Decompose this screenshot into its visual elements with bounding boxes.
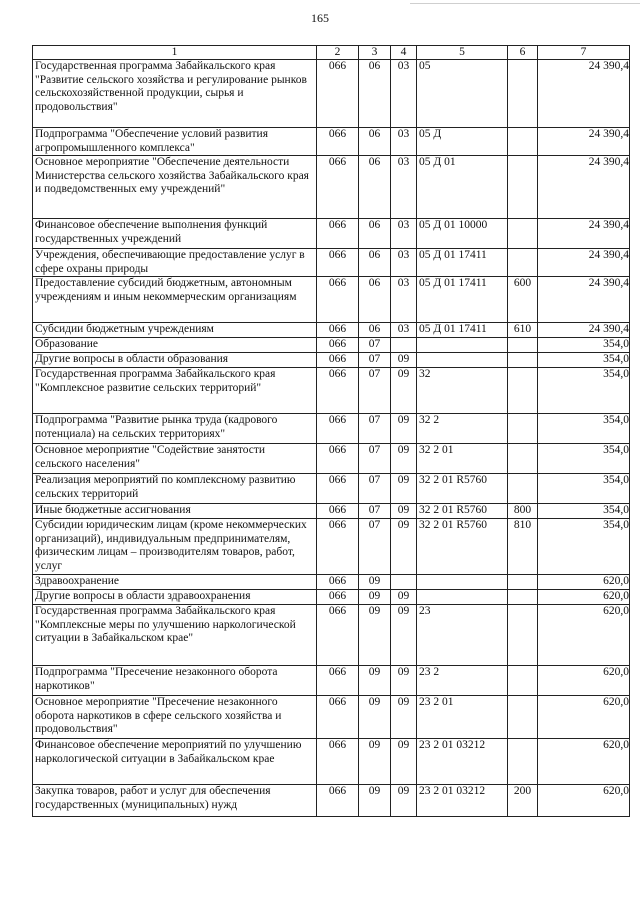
header-row bbox=[33, 46, 630, 60]
target-item-cell bbox=[417, 574, 508, 589]
table-row bbox=[33, 60, 630, 128]
section-cell: 07 bbox=[359, 473, 391, 503]
target-item-cell: 32 2 01 R5760 bbox=[417, 518, 508, 574]
row-name: Здравоохранение bbox=[33, 574, 317, 589]
table-row bbox=[33, 413, 630, 443]
code-cell: 066 bbox=[317, 338, 359, 353]
section-cell: 09 bbox=[359, 665, 391, 695]
section-cell: 07 bbox=[359, 443, 391, 473]
target-item-cell: 23 bbox=[417, 604, 508, 665]
subsection-cell: 09 bbox=[391, 352, 417, 367]
target-item-cell: 23 2 01 bbox=[417, 695, 508, 738]
target-item-cell: 05 Д 01 17411 bbox=[417, 323, 508, 338]
subsection-cell: 03 bbox=[391, 60, 417, 128]
header-cell: 6 bbox=[508, 46, 538, 60]
code-cell: 066 bbox=[317, 249, 359, 277]
subsection-cell: 09 bbox=[391, 473, 417, 503]
section-cell: 07 bbox=[359, 503, 391, 518]
code-cell: 066 bbox=[317, 695, 359, 738]
section-cell: 09 bbox=[359, 695, 391, 738]
row-name: Субсидии бюджетным учреждениям bbox=[33, 323, 317, 338]
subsection-cell: 09 bbox=[391, 738, 417, 784]
expense-type-cell bbox=[508, 574, 538, 589]
table-row bbox=[33, 604, 630, 665]
section-cell: 06 bbox=[359, 128, 391, 156]
table-row bbox=[33, 443, 630, 473]
row-name: Государственная программа Забайкальского края "Комплексные меры по улучшению наркологической ситуации в Забайкальском крае" bbox=[33, 604, 317, 665]
code-cell: 066 bbox=[317, 367, 359, 413]
section-cell: 07 bbox=[359, 352, 391, 367]
table-row bbox=[33, 156, 630, 219]
expense-type-cell bbox=[508, 473, 538, 503]
subsection-cell: 09 bbox=[391, 413, 417, 443]
table-row bbox=[33, 323, 630, 338]
table-row bbox=[33, 665, 630, 695]
header-cell: 1 bbox=[33, 46, 317, 60]
row-name: Субсидии юридическим лицам (кроме некоммерческих организаций), индивидуальным предпринимателям, физическим лицам – производителям товаров, работ, услуг bbox=[33, 518, 317, 574]
table-row bbox=[33, 518, 630, 574]
code-cell: 066 bbox=[317, 473, 359, 503]
expense-type-cell bbox=[508, 413, 538, 443]
expense-type-cell: 800 bbox=[508, 503, 538, 518]
target-item-cell: 23 2 01 03212 bbox=[417, 784, 508, 816]
target-item-cell bbox=[417, 338, 508, 353]
section-cell: 07 bbox=[359, 367, 391, 413]
code-cell: 066 bbox=[317, 665, 359, 695]
header-cell: 3 bbox=[359, 46, 391, 60]
target-item-cell: 05 Д 01 17411 bbox=[417, 249, 508, 277]
section-cell: 07 bbox=[359, 518, 391, 574]
code-cell: 066 bbox=[317, 413, 359, 443]
subsection-cell bbox=[391, 338, 417, 353]
code-cell: 066 bbox=[317, 352, 359, 367]
row-name: Другие вопросы в области образования bbox=[33, 352, 317, 367]
amount-cell: 620,0 bbox=[538, 589, 630, 604]
expense-type-cell: 810 bbox=[508, 518, 538, 574]
target-item-cell: 23 2 01 03212 bbox=[417, 738, 508, 784]
amount-cell: 354,0 bbox=[538, 338, 630, 353]
expense-type-cell: 600 bbox=[508, 277, 538, 323]
target-item-cell: 05 Д bbox=[417, 128, 508, 156]
subsection-cell: 03 bbox=[391, 277, 417, 323]
code-cell: 066 bbox=[317, 156, 359, 219]
amount-cell: 24 390,4 bbox=[538, 156, 630, 219]
amount-cell: 620,0 bbox=[538, 665, 630, 695]
row-name: Учреждения, обеспечивающие предоставление услуг в сфере охраны природы bbox=[33, 249, 317, 277]
header-cell: 7 bbox=[538, 46, 630, 60]
amount-cell: 24 390,4 bbox=[538, 249, 630, 277]
amount-cell: 354,0 bbox=[538, 473, 630, 503]
subsection-cell: 09 bbox=[391, 503, 417, 518]
code-cell: 066 bbox=[317, 574, 359, 589]
target-item-cell: 05 bbox=[417, 60, 508, 128]
table-row bbox=[33, 352, 630, 367]
code-cell: 066 bbox=[317, 784, 359, 816]
row-name: Иные бюджетные ассигнования bbox=[33, 503, 317, 518]
table-row bbox=[33, 574, 630, 589]
amount-cell: 620,0 bbox=[538, 695, 630, 738]
row-name: Основное мероприятие "Содействие занятости сельского населения" bbox=[33, 443, 317, 473]
target-item-cell bbox=[417, 589, 508, 604]
table-row bbox=[33, 219, 630, 249]
table-row bbox=[33, 503, 630, 518]
code-cell: 066 bbox=[317, 443, 359, 473]
amount-cell: 620,0 bbox=[538, 784, 630, 816]
expense-type-cell bbox=[508, 665, 538, 695]
target-item-cell: 32 2 01 R5760 bbox=[417, 473, 508, 503]
header-cell: 5 bbox=[417, 46, 508, 60]
table-row bbox=[33, 367, 630, 413]
target-item-cell: 32 2 bbox=[417, 413, 508, 443]
table-row bbox=[33, 695, 630, 738]
subsection-cell: 03 bbox=[391, 323, 417, 338]
subsection-cell: 09 bbox=[391, 518, 417, 574]
amount-cell: 24 390,4 bbox=[538, 128, 630, 156]
amount-cell: 354,0 bbox=[538, 367, 630, 413]
amount-cell: 354,0 bbox=[538, 352, 630, 367]
amount-cell: 24 390,4 bbox=[538, 277, 630, 323]
expense-type-cell bbox=[508, 352, 538, 367]
table-row bbox=[33, 589, 630, 604]
target-item-cell: 23 2 bbox=[417, 665, 508, 695]
subsection-cell: 09 bbox=[391, 589, 417, 604]
section-cell: 09 bbox=[359, 589, 391, 604]
table-row bbox=[33, 277, 630, 323]
row-name: Закупка товаров, работ и услуг для обеспечения государственных (муниципальных) нужд bbox=[33, 784, 317, 816]
expense-type-cell: 610 bbox=[508, 323, 538, 338]
amount-cell: 24 390,4 bbox=[538, 323, 630, 338]
subsection-cell: 09 bbox=[391, 604, 417, 665]
amount-cell: 354,0 bbox=[538, 518, 630, 574]
code-cell: 066 bbox=[317, 518, 359, 574]
amount-cell: 24 390,4 bbox=[538, 219, 630, 249]
code-cell: 066 bbox=[317, 277, 359, 323]
target-item-cell: 32 2 01 R5760 bbox=[417, 503, 508, 518]
amount-cell: 620,0 bbox=[538, 738, 630, 784]
code-cell: 066 bbox=[317, 589, 359, 604]
section-cell: 06 bbox=[359, 60, 391, 128]
table-row bbox=[33, 128, 630, 156]
target-item-cell: 05 Д 01 bbox=[417, 156, 508, 219]
expense-type-cell bbox=[508, 60, 538, 128]
row-name: Государственная программа Забайкальского края "Комплексное развитие сельских территорий" bbox=[33, 367, 317, 413]
subsection-cell: 03 bbox=[391, 156, 417, 219]
section-cell: 09 bbox=[359, 574, 391, 589]
expense-type-cell: 200 bbox=[508, 784, 538, 816]
subsection-cell: 09 bbox=[391, 784, 417, 816]
section-cell: 06 bbox=[359, 219, 391, 249]
subsection-cell: 09 bbox=[391, 367, 417, 413]
header-cell: 4 bbox=[391, 46, 417, 60]
header-cell: 2 bbox=[317, 46, 359, 60]
code-cell: 066 bbox=[317, 503, 359, 518]
table-row bbox=[33, 738, 630, 784]
expense-type-cell bbox=[508, 589, 538, 604]
code-cell: 066 bbox=[317, 604, 359, 665]
row-name: Предоставление субсидий бюджетным, автономным учреждениям и иным некоммерческим организациям bbox=[33, 277, 317, 323]
subsection-cell: 03 bbox=[391, 219, 417, 249]
expense-type-cell bbox=[508, 695, 538, 738]
target-item-cell: 32 2 01 bbox=[417, 443, 508, 473]
amount-cell: 354,0 bbox=[538, 413, 630, 443]
row-name: Финансовое обеспечение мероприятий по улучшению наркологической ситуации в Забайкальском крае bbox=[33, 738, 317, 784]
expense-type-cell bbox=[508, 249, 538, 277]
code-cell: 066 bbox=[317, 323, 359, 338]
target-item-cell: 05 Д 01 17411 bbox=[417, 277, 508, 323]
table-row bbox=[33, 338, 630, 353]
section-cell: 09 bbox=[359, 604, 391, 665]
subsection-cell: 03 bbox=[391, 249, 417, 277]
expense-type-cell bbox=[508, 443, 538, 473]
amount-cell: 620,0 bbox=[538, 574, 630, 589]
row-name: Подпрограмма "Пресечение незаконного оборота наркотиков" bbox=[33, 665, 317, 695]
table-row bbox=[33, 784, 630, 816]
target-item-cell bbox=[417, 352, 508, 367]
row-name: Подпрограмма "Обеспечение условий развития агропромышленного комплекса" bbox=[33, 128, 317, 156]
section-cell: 06 bbox=[359, 323, 391, 338]
section-cell: 06 bbox=[359, 249, 391, 277]
page-number: 165 bbox=[311, 11, 329, 25]
subsection-cell bbox=[391, 574, 417, 589]
amount-cell: 620,0 bbox=[538, 604, 630, 665]
subsection-cell: 03 bbox=[391, 128, 417, 156]
section-cell: 09 bbox=[359, 784, 391, 816]
table-row bbox=[33, 473, 630, 503]
section-cell: 09 bbox=[359, 738, 391, 784]
row-name: Основное мероприятие "Пресечение незаконного оборота наркотиков в сфере сельского хозяйства и продовольствия" bbox=[33, 695, 317, 738]
subsection-cell: 09 bbox=[391, 443, 417, 473]
target-item-cell: 05 Д 01 10000 bbox=[417, 219, 508, 249]
target-item-cell: 32 bbox=[417, 367, 508, 413]
amount-cell: 354,0 bbox=[538, 503, 630, 518]
section-cell: 07 bbox=[359, 413, 391, 443]
code-cell: 066 bbox=[317, 128, 359, 156]
section-cell: 06 bbox=[359, 277, 391, 323]
row-name: Подпрограмма "Развитие рынка труда (кадрового потенциала) на сельских территориях" bbox=[33, 413, 317, 443]
expense-type-cell bbox=[508, 338, 538, 353]
expense-type-cell bbox=[508, 219, 538, 249]
expense-type-cell bbox=[508, 604, 538, 665]
row-name: Государственная программа Забайкальского края "Развитие сельского хозяйства и регулирование рынков сельскохозяйственной продукции, сырья и продовольствия" bbox=[33, 60, 317, 128]
table-row bbox=[33, 249, 630, 277]
expense-type-cell bbox=[508, 738, 538, 784]
expense-type-cell bbox=[508, 367, 538, 413]
code-cell: 066 bbox=[317, 60, 359, 128]
row-name: Реализация мероприятий по комплексному развитию сельских территорий bbox=[33, 473, 317, 503]
code-cell: 066 bbox=[317, 219, 359, 249]
row-name: Финансовое обеспечение выполнения функций государственных учреждений bbox=[33, 219, 317, 249]
amount-cell: 24 390,4 bbox=[538, 60, 630, 128]
subsection-cell: 09 bbox=[391, 665, 417, 695]
budget-table bbox=[32, 45, 630, 817]
amount-cell: 354,0 bbox=[538, 443, 630, 473]
expense-type-cell bbox=[508, 156, 538, 219]
expense-type-cell bbox=[508, 128, 538, 156]
code-cell: 066 bbox=[317, 738, 359, 784]
row-name: Другие вопросы в области здравоохранения bbox=[33, 589, 317, 604]
subsection-cell: 09 bbox=[391, 695, 417, 738]
section-cell: 07 bbox=[359, 338, 391, 353]
row-name: Основное мероприятие "Обеспечение деятельности Министерства сельского хозяйства Забайкальского края и подведомственных ему учреждений" bbox=[33, 156, 317, 219]
top-rule bbox=[410, 3, 640, 4]
section-cell: 06 bbox=[359, 156, 391, 219]
row-name: Образование bbox=[33, 338, 317, 353]
